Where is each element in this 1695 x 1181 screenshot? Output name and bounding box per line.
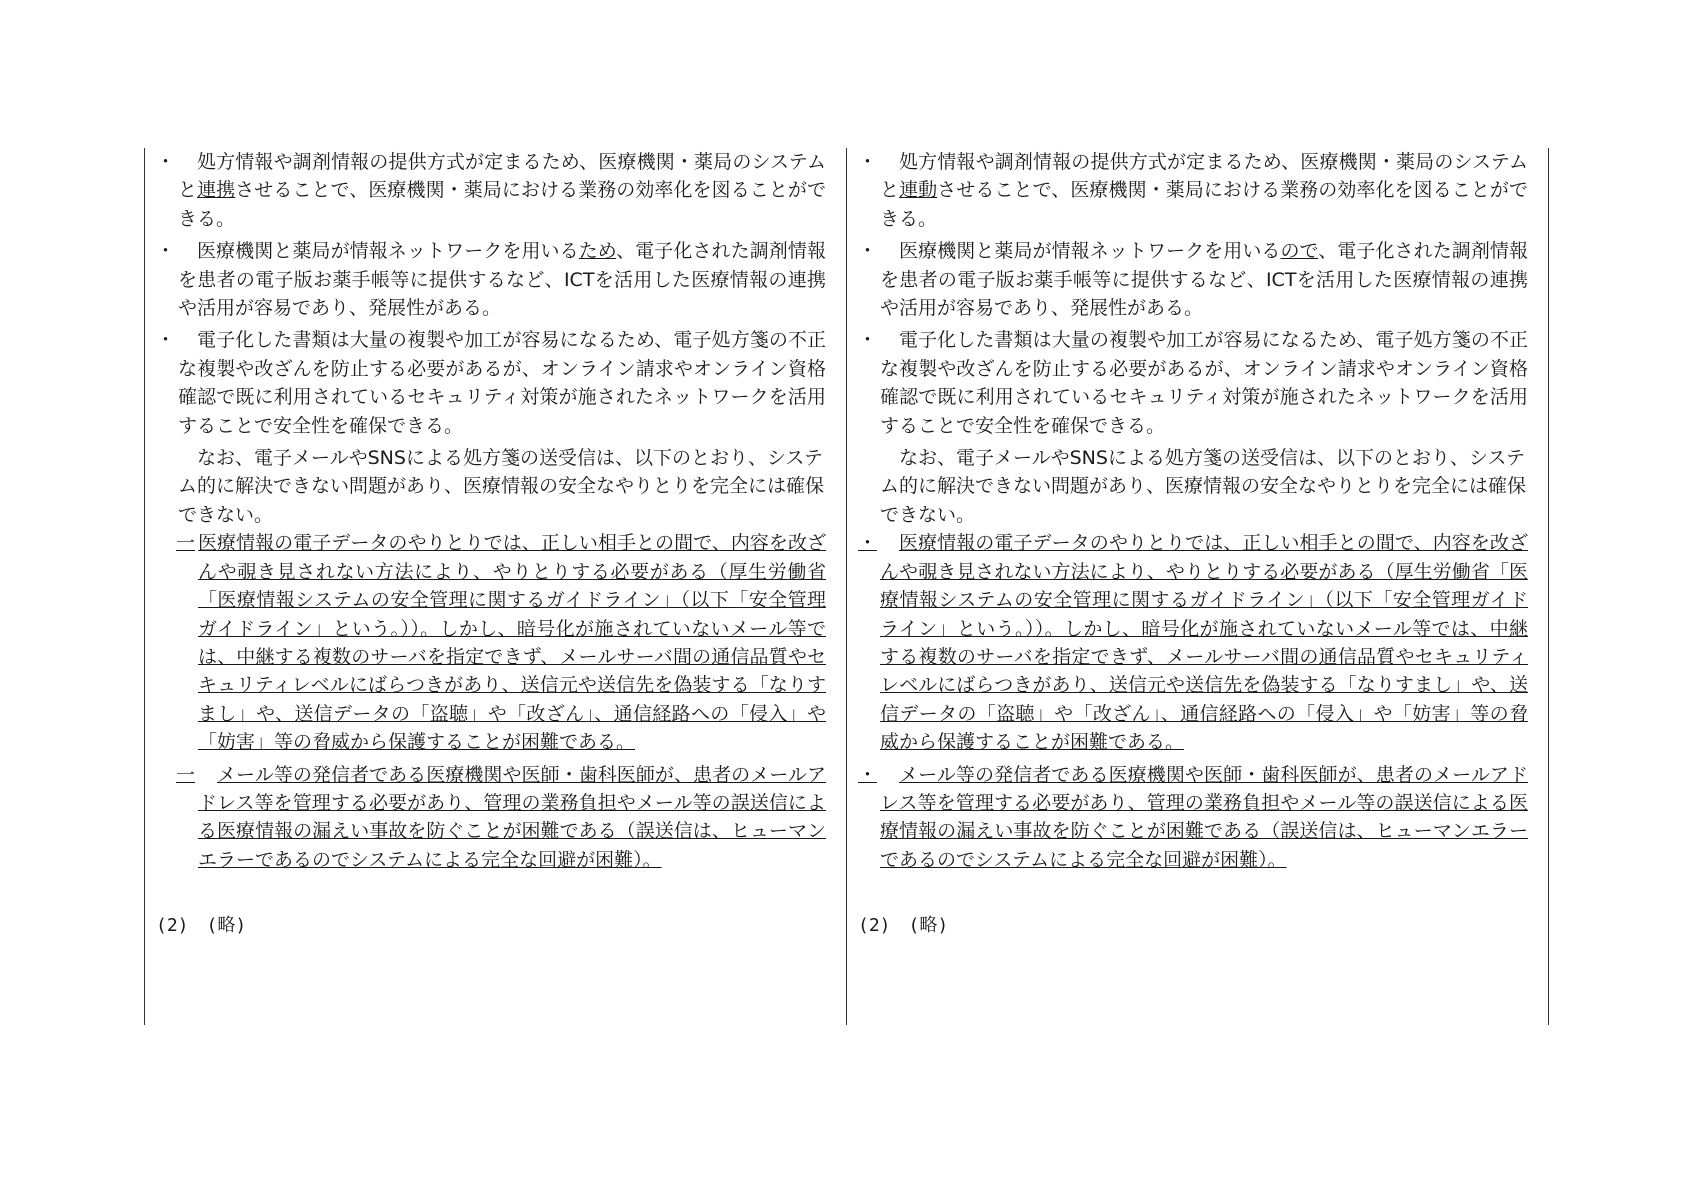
sub-item-mark: ・ [858,763,878,786]
sub-item-mark: 一 [176,532,196,555]
current-text-column [858,148,1528,941]
note-paragraph: なお、電子メールやSNSによる処方箋の送受信は、以下のとおり、システム的に解決できない問題があり、医療情報の安全なやりとりを完全には確保できない。 [178,447,825,526]
bullet-mark: ・ [858,240,878,263]
changed-word: 連携 [197,179,236,202]
bullet-item: ・ 医療機関と薬局が情報ネットワークを用いるため、電子化された調剤情報を患者の電子版お薬手帳等に提供するなど、ICTを活用した医療情報の連携や活用が容易であり、発展性がある。 [156,237,826,322]
sub-item-text: メール等の発信者である医療機関や医師・歯科医師が、患者のメールアドレス等を管理する必要があり、管理の業務負担やメール等の誤送信による医療情報の漏えい事故を防ぐことが困難である（誤送信は、ヒューマンエラーであるのでシステムによる完全な回避が困難）。 [198,763,826,871]
bullet-item: ・ 電子化した書類は大量の複製や加工が容易になるため、電子処方箋の不正な複製や改ざんを防止する必要があるが、オンライン請求やオンライン資格確認で既に利用されているセキュリティ対策が施されたネットワークを活用することで安全性を確保できる。 [858,326,1528,440]
sub-item-mark: ・ [858,532,878,555]
revised-text-column [156,148,826,941]
sub-item [858,529,1528,756]
bullet-mark: ・ [156,329,176,352]
sub-item-text: メール等の発信者である医療機関や医師・歯科医師が、患者のメールアドレス等を管理する必要があり、管理の業務負担やメール等の誤送信による医療情報の漏えい事故を防ぐことが困難である（誤送信は、ヒューマンエラーであるのでシステムによる完全な回避が困難）。 [880,763,1528,871]
bullet-mark: ・ [858,329,878,352]
note-paragraph: なお、電子メールやSNSによる処方箋の送受信は、以下のとおり、システム的に解決できない問題があり、医療情報の安全なやりとりを完全には確保できない。 [880,447,1527,526]
changed-word: 連動 [899,179,938,202]
bullet-item: ・ 医療機関と薬局が情報ネットワークを用いるので、電子化された調剤情報を患者の電子版お薬手帳等に提供するなど、ICTを活用した医療情報の連携や活用が容易であり、発展性がある。 [858,237,1528,322]
sub-item-mark: 一 [176,763,196,786]
section-2-label: (2) (略) [156,915,247,937]
bullet-item: ・ 処方情報や調剤情報の提供方式が定まるため、医療機関・薬局のシステムと連携させることで、医療機関・薬局における業務の効率化を図ることができる。 [156,148,826,233]
bullet-item: ・ 電子化した書類は大量の複製や加工が容易になるため、電子処方箋の不正な複製や改ざんを防止する必要があるが、オンライン請求やオンライン資格確認で既に利用されているセキュリティ対策が施されたネットワークを活用することで安全性を確保できる。 [156,326,826,440]
sub-item [156,529,826,756]
sub-item-text: 医療情報の電子データのやりとりでは、正しい相手との間で、内容を改ざんや覗き見されない方法により、やりとりする必要がある（厚生労働省「医療情報システムの安全管理に関するガイドライン」（以下「安全管理ガイドライン」という。））。しかし、暗号化が施されていないメール等では、中継する複数のサーバを指定できず、メールサーバ間の通信品質やセキュリティレベルにばらつきがあり、送信元や送信先を偽装する「なりすまし」や、送信データの「盗聴」や「改ざん」、通信経路への「侵入」や「妨害」等の脅威から保護することが困難である。 [880,532,1528,754]
section-2-label: (2) (略) [858,915,949,937]
table-right-border [1548,148,1549,1025]
changed-word: ため [578,240,617,263]
table-center-divider [846,148,847,1025]
bullet-mark: ・ [156,240,176,263]
bullet-mark: ・ [156,151,176,173]
sub-item [858,761,1528,875]
bullet-item: ・ 処方情報や調剤情報の提供方式が定まるため、医療機関・薬局のシステムと連動させることで、医療機関・薬局における業務の効率化を図ることができる。 [858,148,1528,233]
bullet-mark: ・ [858,151,878,173]
changed-word: ので [1280,240,1319,263]
table-left-border [144,148,145,1025]
sub-item-text: 医療情報の電子データのやりとりでは、正しい相手との間で、内容を改ざんや覗き見されない方法により、やりとりする必要がある（厚生労働省「医療情報システムの安全管理に関するガイドライン」（以下「安全管理ガイドライン」という。））。しかし、暗号化が施されていないメール等では、中継する複数のサーバを指定できず、メールサーバ間の通信品質やセキュリティレベルにばらつきがあり、送信元や送信先を偽装する「なりすまし」や、送信データの「盗聴」や「改ざん」、通信経路への「侵入」や「妨害」等の脅威から保護することが困難である。 [198,532,826,754]
sub-item [156,761,826,875]
